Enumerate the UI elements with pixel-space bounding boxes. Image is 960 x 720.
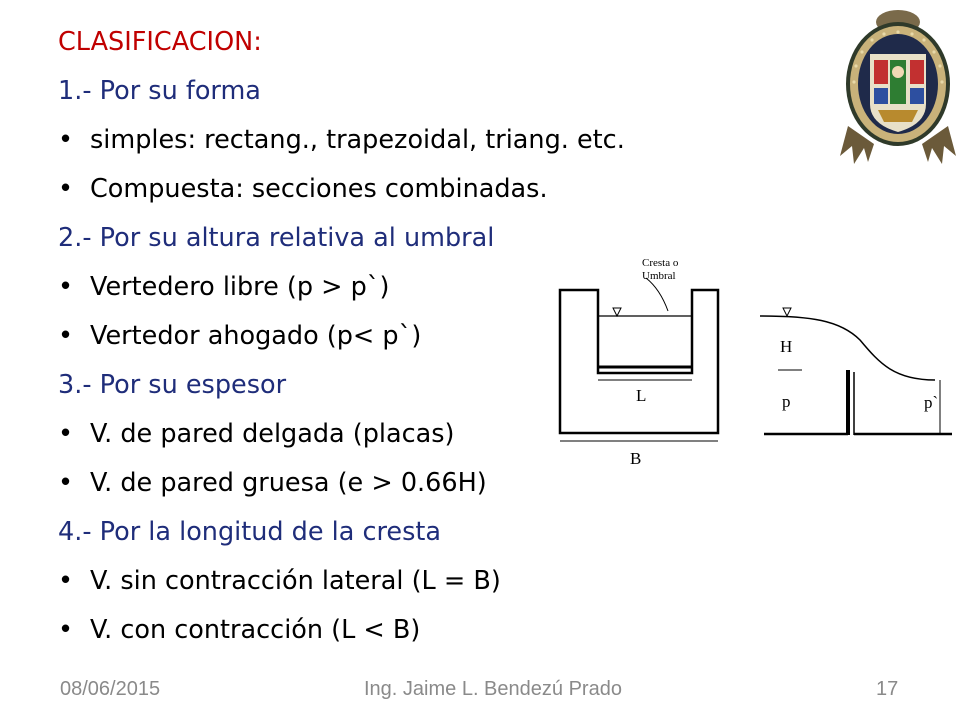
section-heading-shape: 1.- Por su forma bbox=[58, 76, 261, 106]
classification-title: CLASIFICACION: bbox=[58, 27, 262, 57]
crest-label: Umbral bbox=[642, 270, 676, 282]
university-coat-of-arms-icon bbox=[838, 6, 958, 166]
section-heading-height: 2.- Por su altura relativa al umbral bbox=[58, 223, 495, 253]
water-level-icon bbox=[613, 308, 621, 316]
section-heading-thickness: 3.- Por su espesor bbox=[58, 370, 287, 400]
bullet-item: • V. sin contracción lateral (L = B) bbox=[58, 566, 501, 596]
p-label: p bbox=[782, 392, 791, 411]
weir-side-view-diagram bbox=[760, 300, 955, 445]
weir-front-view-diagram bbox=[550, 245, 730, 475]
bullet-item: • simples: rectang., trapezoidal, triang. etc. bbox=[58, 125, 625, 155]
footer-author: Ing. Jaime L. Bendezú Prado bbox=[364, 678, 622, 700]
bullet-item: • Vertedero libre (p > p`) bbox=[58, 272, 390, 302]
p-prime-label: p` bbox=[924, 393, 939, 412]
bullet-item: • V. de pared delgada (placas) bbox=[58, 419, 455, 449]
bullet-item: • Compuesta: secciones combinadas. bbox=[58, 174, 548, 204]
crest-label: Cresta o bbox=[642, 257, 679, 269]
footer-date: 08/06/2015 bbox=[60, 678, 161, 700]
B-label: B bbox=[630, 449, 642, 468]
L-label: L bbox=[636, 386, 647, 405]
bullet-item: • Vertedor ahogado (p< p`) bbox=[58, 321, 422, 351]
bullet-item: • V. con contracción (L < B) bbox=[58, 615, 421, 645]
water-level-icon bbox=[783, 308, 791, 316]
footer-page-number: 17 bbox=[876, 678, 899, 700]
section-heading-crest-length: 4.- Por la longitud de la cresta bbox=[58, 517, 442, 547]
bullet-item: • V. de pared gruesa (e > 0.66H) bbox=[58, 468, 487, 498]
H-label: H bbox=[780, 337, 793, 356]
